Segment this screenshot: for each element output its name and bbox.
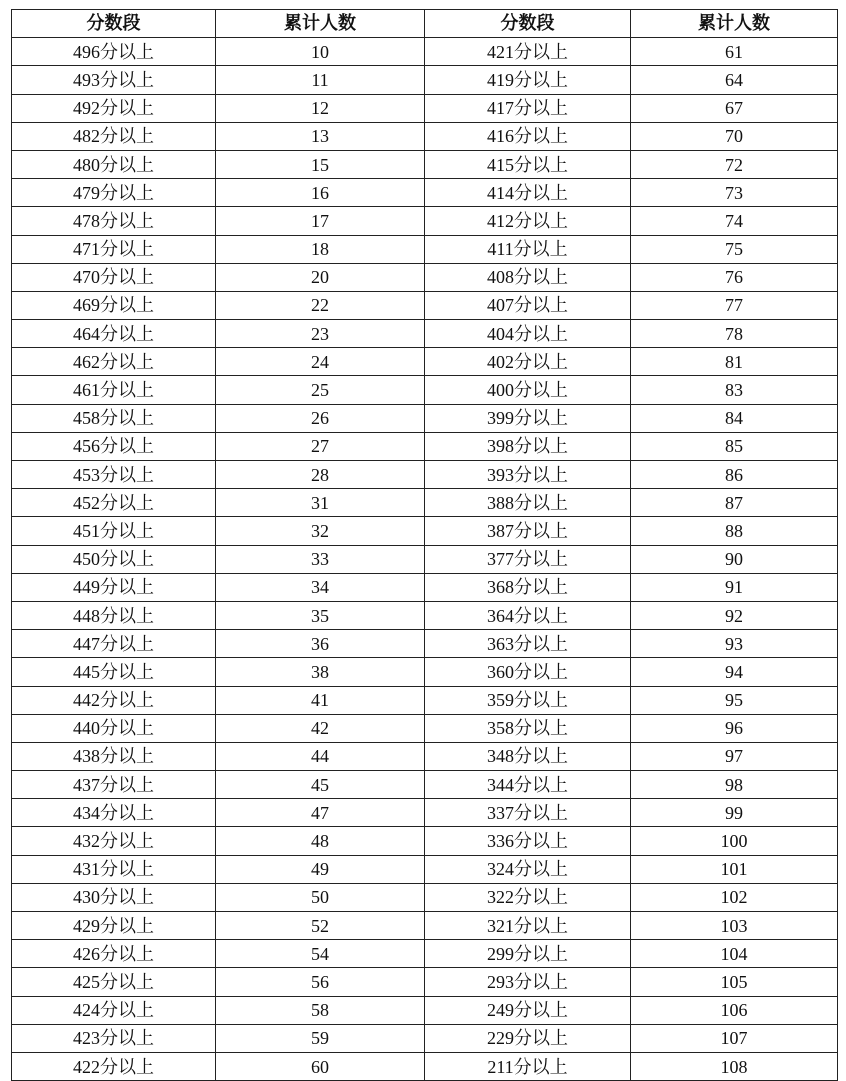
score-range-left-cell: 469分以上 xyxy=(12,291,216,319)
cumulative-count-right-cell: 103 xyxy=(631,912,838,940)
score-range-left-cell: 445分以上 xyxy=(12,658,216,686)
cumulative-count-right-cell: 85 xyxy=(631,432,838,460)
table-row xyxy=(12,179,838,207)
table-row xyxy=(12,432,838,460)
table-row xyxy=(12,630,838,658)
score-range-left-cell: 449分以上 xyxy=(12,573,216,601)
table-row xyxy=(12,771,838,799)
cumulative-count-right-cell: 95 xyxy=(631,686,838,714)
score-range-right-cell: 358分以上 xyxy=(425,714,631,742)
table-row xyxy=(12,686,838,714)
cumulative-count-left-cell: 10 xyxy=(216,38,425,66)
table-row xyxy=(12,348,838,376)
cumulative-count-left-cell: 54 xyxy=(216,940,425,968)
score-range-right-cell: 387分以上 xyxy=(425,517,631,545)
cumulative-count-left-cell: 48 xyxy=(216,827,425,855)
score-range-left-cell: 492分以上 xyxy=(12,94,216,122)
table-row xyxy=(12,517,838,545)
table-row xyxy=(12,376,838,404)
score-range-left-cell: 442分以上 xyxy=(12,686,216,714)
cumulative-count-right-cell: 88 xyxy=(631,517,838,545)
cumulative-count-left-cell: 26 xyxy=(216,404,425,432)
cumulative-count-right-cell: 107 xyxy=(631,1024,838,1052)
score-range-right-cell: 229分以上 xyxy=(425,1024,631,1052)
cumulative-count-left-cell: 49 xyxy=(216,855,425,883)
score-range-left-cell: 493分以上 xyxy=(12,66,216,94)
cumulative-count-right-cell: 92 xyxy=(631,601,838,629)
score-table xyxy=(11,9,838,1081)
score-range-right-cell: 348分以上 xyxy=(425,742,631,770)
score-range-left-cell: 464分以上 xyxy=(12,320,216,348)
table-row xyxy=(12,996,838,1024)
header-cumulative-count-right: 累计人数 xyxy=(631,10,838,38)
score-range-right-cell: 293分以上 xyxy=(425,968,631,996)
cumulative-count-left-cell: 13 xyxy=(216,122,425,150)
cumulative-count-left-cell: 17 xyxy=(216,207,425,235)
score-range-right-cell: 414分以上 xyxy=(425,179,631,207)
cumulative-count-right-cell: 77 xyxy=(631,291,838,319)
score-range-left-cell: 424分以上 xyxy=(12,996,216,1024)
score-range-left-cell: 496分以上 xyxy=(12,38,216,66)
cumulative-count-left-cell: 11 xyxy=(216,66,425,94)
table-header-row xyxy=(12,10,838,38)
score-range-right-cell: 419分以上 xyxy=(425,66,631,94)
score-range-right-cell: 408分以上 xyxy=(425,263,631,291)
table-row xyxy=(12,263,838,291)
table-row xyxy=(12,658,838,686)
cumulative-count-right-cell: 97 xyxy=(631,742,838,770)
cumulative-count-left-cell: 50 xyxy=(216,883,425,911)
score-range-right-cell: 399分以上 xyxy=(425,404,631,432)
score-range-left-cell: 429分以上 xyxy=(12,912,216,940)
score-range-left-cell: 471分以上 xyxy=(12,235,216,263)
score-range-right-cell: 377分以上 xyxy=(425,545,631,573)
table-row xyxy=(12,1024,838,1052)
cumulative-count-left-cell: 24 xyxy=(216,348,425,376)
cumulative-count-left-cell: 23 xyxy=(216,320,425,348)
score-range-left-cell: 458分以上 xyxy=(12,404,216,432)
score-range-left-cell: 437分以上 xyxy=(12,771,216,799)
score-range-left-cell: 434分以上 xyxy=(12,799,216,827)
score-range-left-cell: 470分以上 xyxy=(12,263,216,291)
cumulative-count-right-cell: 94 xyxy=(631,658,838,686)
table-row xyxy=(12,573,838,601)
table-row xyxy=(12,489,838,517)
score-range-left-cell: 431分以上 xyxy=(12,855,216,883)
table-row xyxy=(12,235,838,263)
table-row xyxy=(12,742,838,770)
score-range-left-cell: 426分以上 xyxy=(12,940,216,968)
cumulative-count-left-cell: 12 xyxy=(216,94,425,122)
table-row xyxy=(12,968,838,996)
score-range-right-cell: 322分以上 xyxy=(425,883,631,911)
cumulative-count-right-cell: 67 xyxy=(631,94,838,122)
score-range-left-cell: 423分以上 xyxy=(12,1024,216,1052)
score-range-right-cell: 364分以上 xyxy=(425,601,631,629)
cumulative-count-right-cell: 101 xyxy=(631,855,838,883)
score-range-left-cell: 456分以上 xyxy=(12,432,216,460)
cumulative-count-left-cell: 42 xyxy=(216,714,425,742)
score-range-left-cell: 461分以上 xyxy=(12,376,216,404)
score-range-left-cell: 482分以上 xyxy=(12,122,216,150)
cumulative-count-left-cell: 33 xyxy=(216,545,425,573)
cumulative-count-left-cell: 16 xyxy=(216,179,425,207)
cumulative-count-right-cell: 99 xyxy=(631,799,838,827)
cumulative-count-right-cell: 86 xyxy=(631,461,838,489)
score-range-right-cell: 299分以上 xyxy=(425,940,631,968)
cumulative-count-right-cell: 100 xyxy=(631,827,838,855)
table-row xyxy=(12,827,838,855)
table-row xyxy=(12,150,838,178)
score-range-left-cell: 440分以上 xyxy=(12,714,216,742)
score-range-right-cell: 393分以上 xyxy=(425,461,631,489)
score-range-right-cell: 412分以上 xyxy=(425,207,631,235)
table-row xyxy=(12,94,838,122)
score-range-right-cell: 359分以上 xyxy=(425,686,631,714)
cumulative-count-left-cell: 59 xyxy=(216,1024,425,1052)
table-row xyxy=(12,122,838,150)
cumulative-count-left-cell: 20 xyxy=(216,263,425,291)
table-row xyxy=(12,404,838,432)
score-range-right-cell: 321分以上 xyxy=(425,912,631,940)
cumulative-count-left-cell: 35 xyxy=(216,601,425,629)
score-range-right-cell: 398分以上 xyxy=(425,432,631,460)
score-range-right-cell: 421分以上 xyxy=(425,38,631,66)
score-range-left-cell: 453分以上 xyxy=(12,461,216,489)
cumulative-count-left-cell: 44 xyxy=(216,742,425,770)
header-score-range-left: 分数段 xyxy=(12,10,216,38)
cumulative-count-right-cell: 74 xyxy=(631,207,838,235)
table-row xyxy=(12,799,838,827)
cumulative-count-left-cell: 28 xyxy=(216,461,425,489)
cumulative-count-right-cell: 76 xyxy=(631,263,838,291)
cumulative-count-left-cell: 27 xyxy=(216,432,425,460)
cumulative-count-right-cell: 96 xyxy=(631,714,838,742)
score-range-right-cell: 404分以上 xyxy=(425,320,631,348)
score-range-right-cell: 344分以上 xyxy=(425,771,631,799)
table-body xyxy=(12,38,838,1081)
cumulative-count-left-cell: 25 xyxy=(216,376,425,404)
table-row xyxy=(12,66,838,94)
cumulative-count-left-cell: 32 xyxy=(216,517,425,545)
table-row xyxy=(12,601,838,629)
header-score-range-right: 分数段 xyxy=(425,10,631,38)
cumulative-count-right-cell: 98 xyxy=(631,771,838,799)
score-range-left-cell: 452分以上 xyxy=(12,489,216,517)
table-row xyxy=(12,291,838,319)
score-range-left-cell: 430分以上 xyxy=(12,883,216,911)
header-cumulative-count-left: 累计人数 xyxy=(216,10,425,38)
score-range-right-cell: 363分以上 xyxy=(425,630,631,658)
cumulative-count-right-cell: 104 xyxy=(631,940,838,968)
cumulative-count-right-cell: 61 xyxy=(631,38,838,66)
table-row xyxy=(12,940,838,968)
cumulative-count-right-cell: 72 xyxy=(631,150,838,178)
cumulative-count-left-cell: 45 xyxy=(216,771,425,799)
cumulative-count-right-cell: 64 xyxy=(631,66,838,94)
score-range-right-cell: 415分以上 xyxy=(425,150,631,178)
cumulative-count-right-cell: 106 xyxy=(631,996,838,1024)
cumulative-count-right-cell: 108 xyxy=(631,1052,838,1080)
cumulative-count-right-cell: 75 xyxy=(631,235,838,263)
cumulative-count-right-cell: 90 xyxy=(631,545,838,573)
table-row xyxy=(12,38,838,66)
score-range-right-cell: 324分以上 xyxy=(425,855,631,883)
cumulative-count-left-cell: 56 xyxy=(216,968,425,996)
cumulative-count-left-cell: 58 xyxy=(216,996,425,1024)
score-range-left-cell: 451分以上 xyxy=(12,517,216,545)
cumulative-count-right-cell: 87 xyxy=(631,489,838,517)
cumulative-count-left-cell: 52 xyxy=(216,912,425,940)
cumulative-count-left-cell: 22 xyxy=(216,291,425,319)
score-range-left-cell: 432分以上 xyxy=(12,827,216,855)
cumulative-count-left-cell: 47 xyxy=(216,799,425,827)
cumulative-count-left-cell: 60 xyxy=(216,1052,425,1080)
score-range-right-cell: 388分以上 xyxy=(425,489,631,517)
score-range-right-cell: 336分以上 xyxy=(425,827,631,855)
cumulative-count-right-cell: 91 xyxy=(631,573,838,601)
cumulative-count-left-cell: 31 xyxy=(216,489,425,517)
table-row xyxy=(12,461,838,489)
table-row xyxy=(12,207,838,235)
cumulative-count-left-cell: 38 xyxy=(216,658,425,686)
score-range-right-cell: 416分以上 xyxy=(425,122,631,150)
score-range-left-cell: 462分以上 xyxy=(12,348,216,376)
cumulative-count-right-cell: 102 xyxy=(631,883,838,911)
score-range-right-cell: 337分以上 xyxy=(425,799,631,827)
score-range-left-cell: 480分以上 xyxy=(12,150,216,178)
score-range-right-cell: 402分以上 xyxy=(425,348,631,376)
score-range-right-cell: 360分以上 xyxy=(425,658,631,686)
table-row xyxy=(12,714,838,742)
cumulative-count-left-cell: 18 xyxy=(216,235,425,263)
table-row xyxy=(12,320,838,348)
score-range-left-cell: 422分以上 xyxy=(12,1052,216,1080)
score-range-right-cell: 368分以上 xyxy=(425,573,631,601)
cumulative-count-left-cell: 41 xyxy=(216,686,425,714)
cumulative-count-right-cell: 84 xyxy=(631,404,838,432)
cumulative-count-right-cell: 81 xyxy=(631,348,838,376)
table-row xyxy=(12,912,838,940)
cumulative-count-right-cell: 78 xyxy=(631,320,838,348)
table-row xyxy=(12,855,838,883)
score-range-left-cell: 450分以上 xyxy=(12,545,216,573)
score-range-left-cell: 479分以上 xyxy=(12,179,216,207)
score-range-left-cell: 448分以上 xyxy=(12,601,216,629)
cumulative-count-left-cell: 15 xyxy=(216,150,425,178)
score-range-right-cell: 249分以上 xyxy=(425,996,631,1024)
cumulative-count-left-cell: 34 xyxy=(216,573,425,601)
score-range-left-cell: 425分以上 xyxy=(12,968,216,996)
cumulative-count-left-cell: 36 xyxy=(216,630,425,658)
score-range-right-cell: 407分以上 xyxy=(425,291,631,319)
cumulative-count-right-cell: 73 xyxy=(631,179,838,207)
score-range-right-cell: 417分以上 xyxy=(425,94,631,122)
score-range-right-cell: 211分以上 xyxy=(425,1052,631,1080)
score-range-left-cell: 478分以上 xyxy=(12,207,216,235)
score-range-left-cell: 438分以上 xyxy=(12,742,216,770)
cumulative-count-right-cell: 105 xyxy=(631,968,838,996)
score-range-right-cell: 400分以上 xyxy=(425,376,631,404)
cumulative-count-right-cell: 83 xyxy=(631,376,838,404)
cumulative-count-right-cell: 70 xyxy=(631,122,838,150)
score-range-right-cell: 411分以上 xyxy=(425,235,631,263)
table-row xyxy=(12,545,838,573)
score-range-left-cell: 447分以上 xyxy=(12,630,216,658)
table-row xyxy=(12,883,838,911)
table-row xyxy=(12,1052,838,1080)
cumulative-count-right-cell: 93 xyxy=(631,630,838,658)
